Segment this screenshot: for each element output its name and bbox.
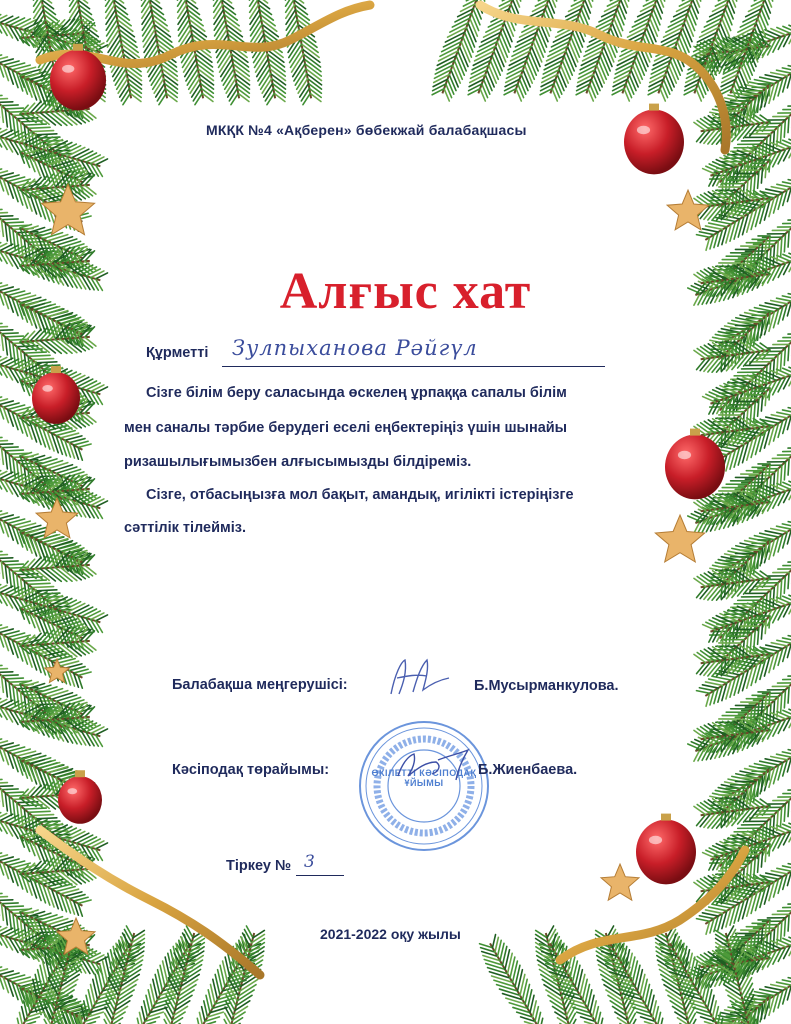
paragraph-line: Сізге, отбасыңызға мол бақыт, амандық, игілікті істеріңізге [146, 487, 574, 503]
union-title: Кәсіподақ төрайымы: [172, 762, 330, 778]
kindergarten-name: МКҚК №4 «Ақберен» бөбекжай балабақшасы [206, 122, 527, 138]
signature-icon [383, 654, 453, 700]
union-name: Б.Жиенбаева. [478, 762, 578, 778]
pine-branch-icon [164, 926, 204, 1024]
pine-branch-icon [285, 0, 321, 105]
pine-branch-icon [703, 139, 791, 186]
red-ornament-icon [636, 814, 696, 885]
paragraph-line: мен саналы тәрбие берудегі еселі еңбектеріңіз үшін шынайы [124, 420, 568, 436]
registration-number: 3 [304, 852, 315, 872]
pine-branch-icon [105, 0, 141, 105]
pine-branch-icon [480, 935, 543, 1024]
greeting-label: Құрметті [146, 345, 209, 361]
head-title: Балабақша меңгерушісі: [172, 677, 348, 693]
pine-branch-icon [703, 595, 791, 642]
gold-star-icon [601, 864, 639, 900]
pine-branch-icon [249, 0, 285, 105]
paragraph-line: ризашылығымызбен алғысымызды білдіреміз. [124, 454, 472, 470]
red-ornament-icon [624, 104, 684, 175]
academic-year: 2021-2022 оқу жылы [320, 926, 461, 942]
pine-branch-icon [104, 926, 144, 1024]
signature-icon [392, 746, 472, 786]
pine-branch-icon [213, 0, 249, 105]
recipient-handwritten-name: Зулпыханова Рәйгүл [232, 336, 478, 360]
certificate-title: Алғыс хат [279, 263, 532, 320]
paragraph-line: сәттілік тілейміз. [124, 520, 247, 536]
stamp-center-text: ӨКІЛЕТТІ КӘСІПОДАҚ ҰЙЫМЫ [371, 768, 477, 788]
pine-branch-icon [656, 926, 696, 1024]
recipient-underline [222, 366, 605, 367]
head-name: Б.Мусырманкулова. [474, 678, 619, 694]
registration-underline [296, 875, 344, 876]
registration-label: Тіркеу № [226, 858, 292, 874]
paragraph-line: Сізге білім беру саласында өскелең ұрпаққа сапалы білім [146, 385, 567, 401]
pine-branch-icon [703, 367, 791, 414]
pine-branch-icon [536, 926, 576, 1024]
